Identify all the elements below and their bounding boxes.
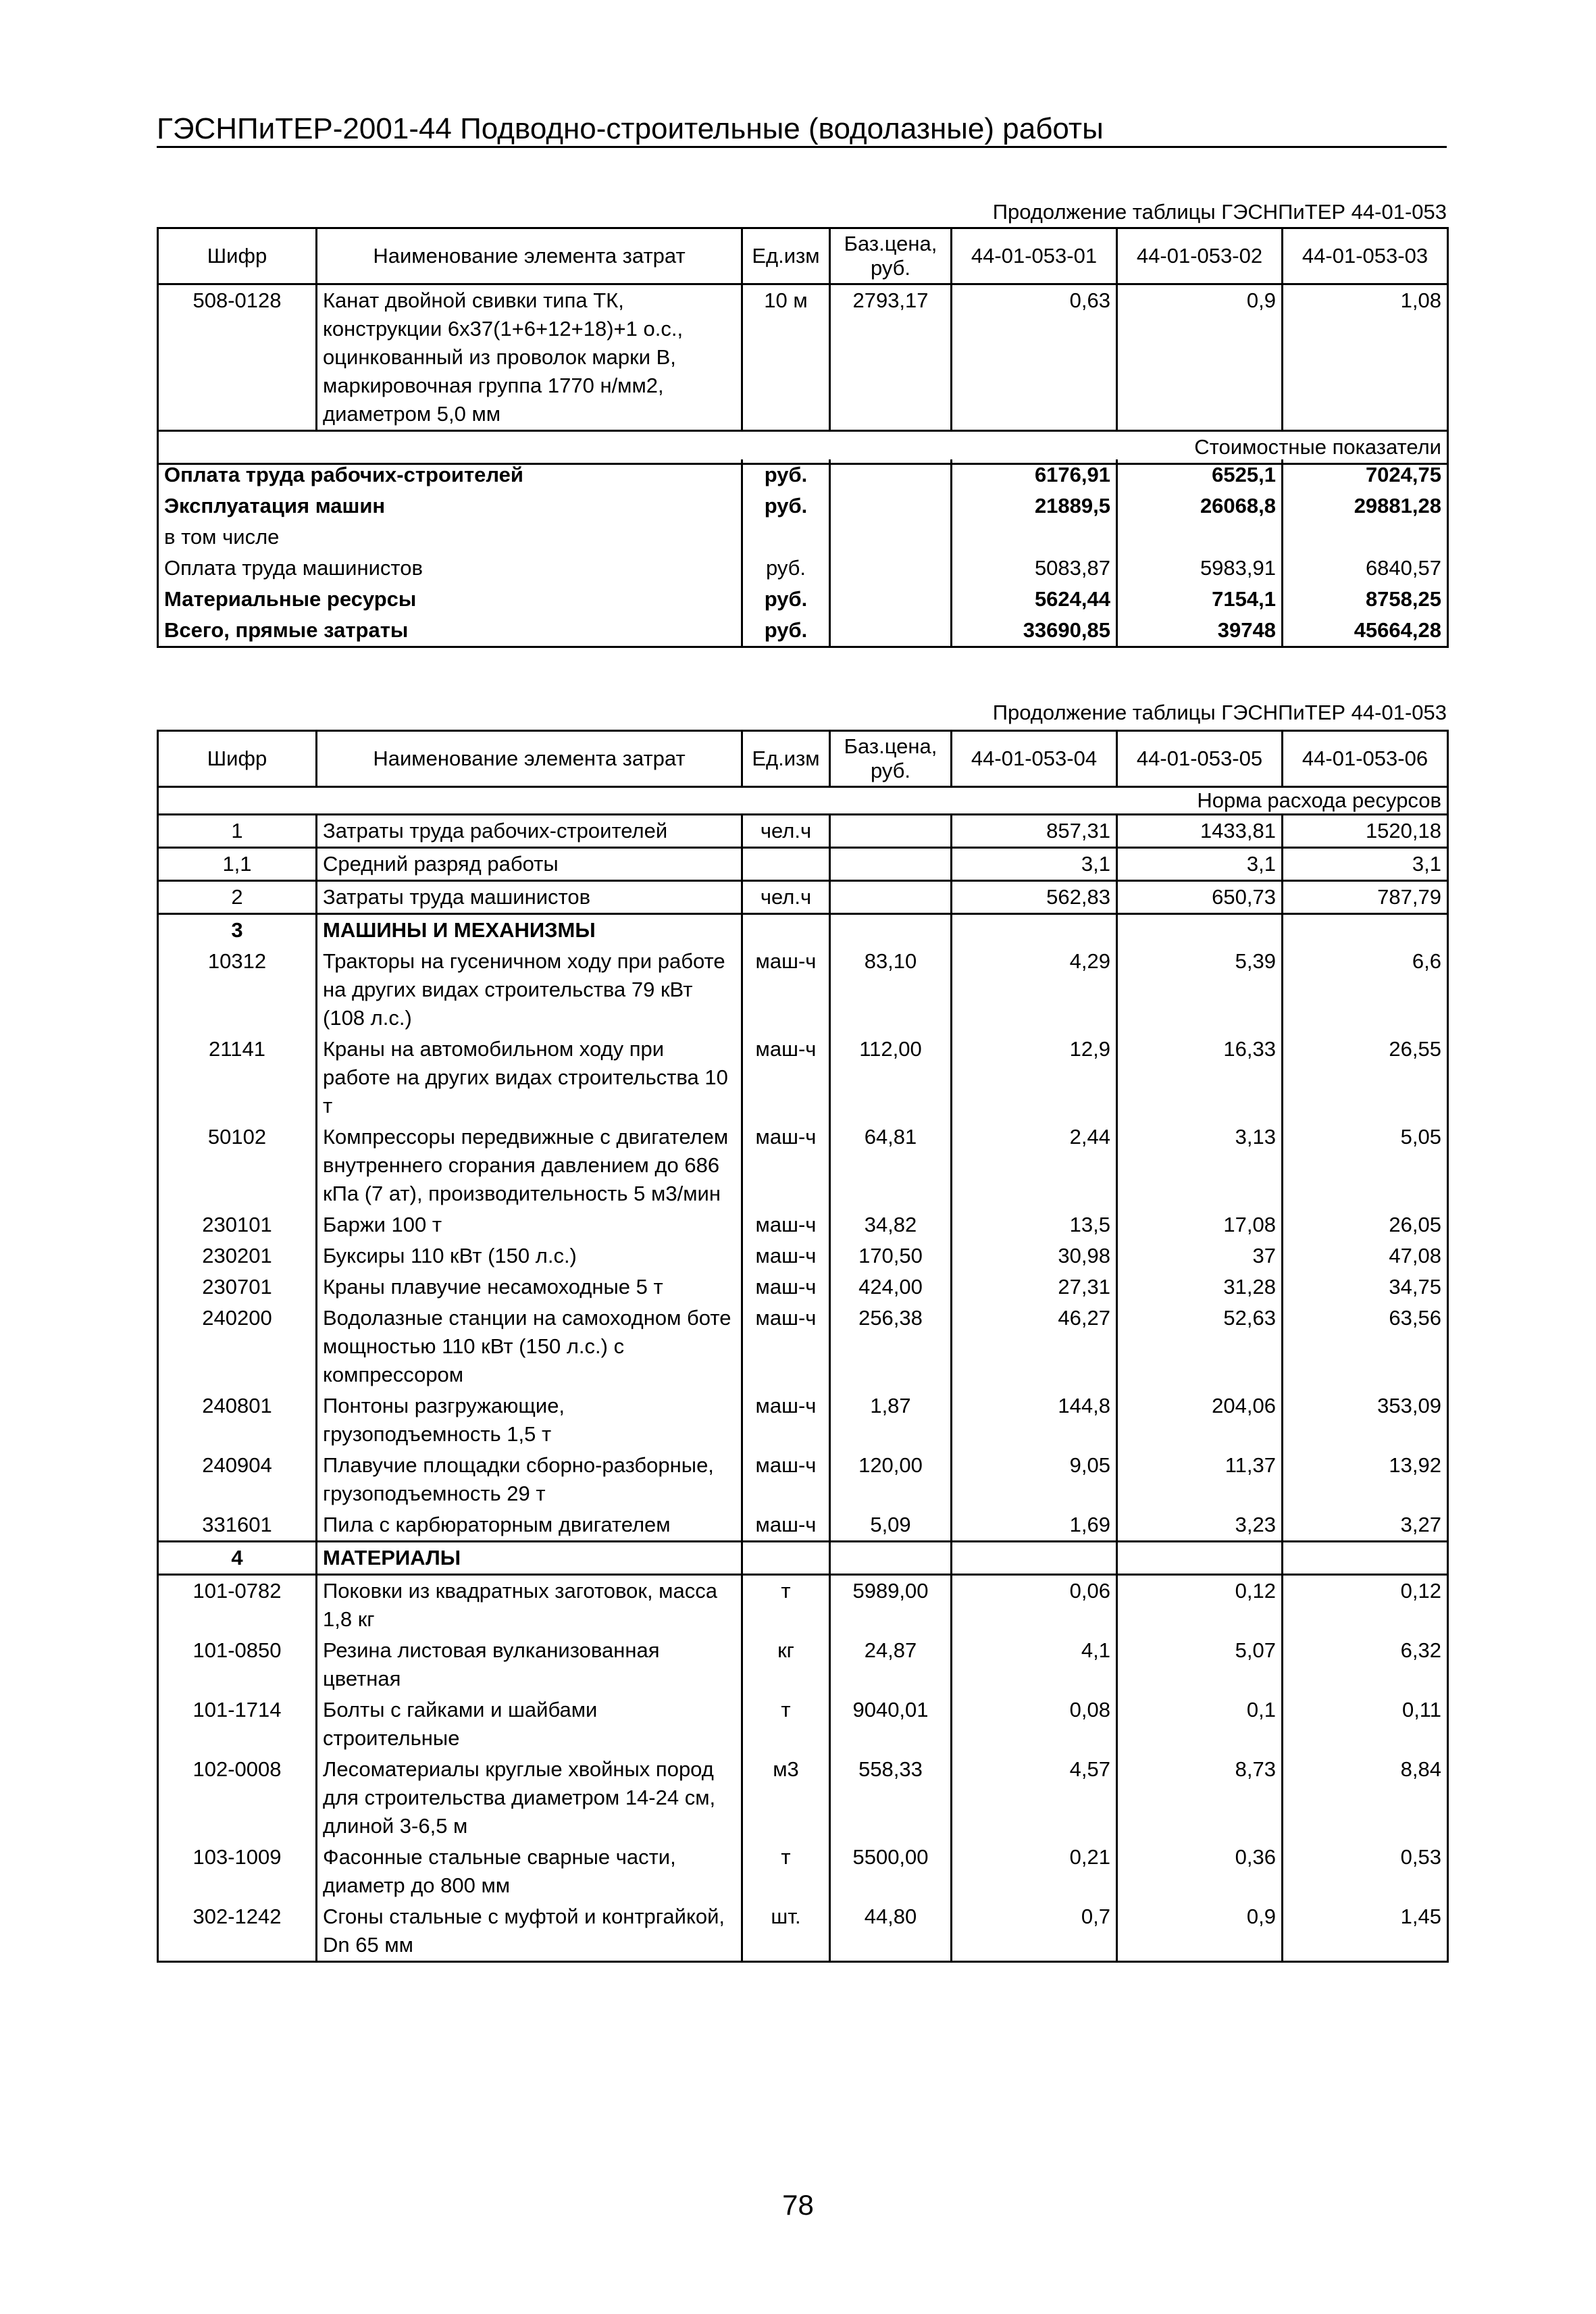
totals-row [158, 522, 1448, 553]
totals-row [158, 459, 1448, 491]
row-price: 5500,00 [830, 1842, 952, 1901]
col-header-code: Шифр [158, 228, 317, 284]
totals-row [158, 491, 1448, 522]
row-v1: 4,29 [952, 946, 1117, 1034]
row-unit: маш-ч [742, 1240, 830, 1272]
table1-continuation: Продолжение таблицы ГЭСНПиТЕР 44-01-053 [992, 200, 1447, 224]
totals-v1: 33690,85 [952, 615, 1117, 647]
row-v2: 37 [1117, 1240, 1283, 1272]
table-row [158, 914, 1448, 947]
totals-unit: руб. [742, 584, 830, 615]
row-name: Краны на автомобильном ходу при работе на других видах строительства 10 т [317, 1034, 742, 1122]
row-v1: 2,44 [952, 1122, 1117, 1209]
row-v2: 11,37 [1117, 1450, 1283, 1509]
row-code: 102-0008 [158, 1754, 317, 1842]
row-name: Средний разряд работы [317, 848, 742, 881]
row-code: 230101 [158, 1209, 317, 1240]
row-unit: маш-ч [742, 946, 830, 1034]
totals-price [830, 584, 952, 615]
row-v1: 30,98 [952, 1240, 1117, 1272]
col-header-unit: Ед.изм [742, 228, 830, 284]
totals-v3: 6840,57 [1283, 553, 1448, 584]
row-unit [742, 848, 830, 881]
row-v2: 8,73 [1117, 1754, 1283, 1842]
row-v3: 1,45 [1283, 1901, 1448, 1962]
row-code: 302-1242 [158, 1901, 317, 1962]
totals-v1 [952, 522, 1117, 553]
totals-label: в том числе [158, 522, 742, 553]
totals-v1: 6176,91 [952, 459, 1117, 491]
row-v3: 0,12 [1283, 1575, 1448, 1636]
row-v3: 26,55 [1283, 1034, 1448, 1122]
row-v1: 857,31 [952, 815, 1117, 848]
totals-label: Оплата труда машинистов [158, 553, 742, 584]
row-v3: 6,32 [1283, 1635, 1448, 1694]
row-code: 3 [158, 914, 317, 947]
row-unit: чел.ч [742, 815, 830, 848]
row-v3: 26,05 [1283, 1209, 1448, 1240]
table2-header-row [158, 731, 1448, 787]
totals-v2: 26068,8 [1117, 491, 1283, 522]
row-v1 [952, 914, 1117, 947]
row-v3: 13,92 [1283, 1450, 1448, 1509]
table-row [158, 284, 1448, 431]
row-code: 101-0782 [158, 1575, 317, 1636]
totals-label: Материальные ресурсы [158, 584, 742, 615]
table-row [158, 1754, 1448, 1842]
row-unit: т [742, 1575, 830, 1636]
row-v1: 0,63 [952, 284, 1117, 431]
row-name: МАТЕРИАЛЫ [317, 1542, 742, 1575]
row-code: 230201 [158, 1240, 317, 1272]
row-v2: 1433,81 [1117, 815, 1283, 848]
totals-unit: руб. [742, 553, 830, 584]
totals-v1: 5624,44 [952, 584, 1117, 615]
row-v2: 52,63 [1117, 1303, 1283, 1390]
row-unit: маш-ч [742, 1209, 830, 1240]
row-price: 558,33 [830, 1754, 952, 1842]
row-name: Затраты труда машинистов [317, 881, 742, 914]
row-v2: 0,36 [1117, 1842, 1283, 1901]
col-header-price: Баз.цена, руб. [830, 731, 952, 787]
row-price: 5989,00 [830, 1575, 952, 1636]
row-v1: 46,27 [952, 1303, 1117, 1390]
row-name: Буксиры 110 кВт (150 л.с.) [317, 1240, 742, 1272]
totals-v2: 7154,1 [1117, 584, 1283, 615]
row-code: 240801 [158, 1390, 317, 1450]
row-v2: 31,28 [1117, 1272, 1283, 1303]
table-row [158, 1272, 1448, 1303]
row-unit: маш-ч [742, 1390, 830, 1450]
col-header-price: Баз.цена, руб. [830, 228, 952, 284]
row-name: Пила с карбюраторным двигателем [317, 1509, 742, 1542]
row-v1: 0,7 [952, 1901, 1117, 1962]
row-v2: 0,1 [1117, 1694, 1283, 1754]
row-unit: т [742, 1694, 830, 1754]
row-code: 4 [158, 1542, 317, 1575]
row-code: 101-0850 [158, 1635, 317, 1694]
row-price: 5,09 [830, 1509, 952, 1542]
row-v3: 353,09 [1283, 1390, 1448, 1450]
totals-unit: руб. [742, 459, 830, 491]
col-header-v2: 44-01-053-05 [1117, 731, 1283, 787]
page-number: 78 [782, 2189, 814, 2221]
row-price: 256,38 [830, 1303, 952, 1390]
table-row [158, 1122, 1448, 1209]
row-price: 424,00 [830, 1272, 952, 1303]
row-price [830, 815, 952, 848]
totals-price [830, 522, 952, 553]
row-v1: 4,57 [952, 1754, 1117, 1842]
row-unit [742, 1542, 830, 1575]
table1-totals [157, 459, 1449, 648]
row-price: 112,00 [830, 1034, 952, 1122]
totals-label: Оплата труда рабочих-строителей [158, 459, 742, 491]
table-row [158, 1209, 1448, 1240]
table-row [158, 1390, 1448, 1450]
row-code: 2 [158, 881, 317, 914]
row-v2: 16,33 [1117, 1034, 1283, 1122]
row-v2 [1117, 914, 1283, 947]
row-name: Понтоны разгружающие, грузоподъемность 1,5 т [317, 1390, 742, 1450]
row-v3: 8,84 [1283, 1754, 1448, 1842]
totals-unit: руб. [742, 615, 830, 647]
row-v3 [1283, 914, 1448, 947]
row-v2: 0,9 [1117, 1901, 1283, 1962]
col-header-name: Наименование элемента затрат [317, 228, 742, 284]
col-header-v3: 44-01-053-03 [1283, 228, 1448, 284]
row-v2: 5,39 [1117, 946, 1283, 1034]
row-code: 50102 [158, 1122, 317, 1209]
row-price: 120,00 [830, 1450, 952, 1509]
table1 [157, 227, 1449, 465]
totals-unit: руб. [742, 491, 830, 522]
table-row [158, 1542, 1448, 1575]
row-name: Тракторы на гусеничном ходу при работе на других видах строительства 79 кВт (108 л.с.) [317, 946, 742, 1034]
row-v1: 9,05 [952, 1450, 1117, 1509]
row-v1: 3,1 [952, 848, 1117, 881]
row-v2: 204,06 [1117, 1390, 1283, 1450]
row-v1: 12,9 [952, 1034, 1117, 1122]
row-v3 [1283, 1542, 1448, 1575]
col-header-name: Наименование элемента затрат [317, 731, 742, 787]
totals-price [830, 553, 952, 584]
totals-v2 [1117, 522, 1283, 553]
row-v1: 0,21 [952, 1842, 1117, 1901]
totals-v3: 29881,28 [1283, 491, 1448, 522]
row-price: 2793,17 [830, 284, 952, 431]
section-row [158, 787, 1448, 815]
table-row [158, 1575, 1448, 1636]
totals-row [158, 553, 1448, 584]
col-header-code: Шифр [158, 731, 317, 787]
row-v1: 0,06 [952, 1575, 1117, 1636]
row-name: Баржи 100 т [317, 1209, 742, 1240]
table-row [158, 1635, 1448, 1694]
row-price [830, 881, 952, 914]
row-unit: чел.ч [742, 881, 830, 914]
row-v3: 47,08 [1283, 1240, 1448, 1272]
row-v1: 13,5 [952, 1209, 1117, 1240]
row-v3: 787,79 [1283, 881, 1448, 914]
totals-v2: 6525,1 [1117, 459, 1283, 491]
section-label: Норма расхода ресурсов [158, 787, 1448, 815]
row-v3: 1,08 [1283, 284, 1448, 431]
row-code: 103-1009 [158, 1842, 317, 1901]
table1-header-row [158, 228, 1448, 284]
row-unit: маш-ч [742, 1034, 830, 1122]
row-v2: 17,08 [1117, 1209, 1283, 1240]
table-row [158, 1303, 1448, 1390]
row-price: 9040,01 [830, 1694, 952, 1754]
totals-price [830, 459, 952, 491]
col-header-v3: 44-01-053-06 [1283, 731, 1448, 787]
row-v3: 3,1 [1283, 848, 1448, 881]
table-row [158, 1694, 1448, 1754]
row-name: Затраты труда рабочих-строителей [317, 815, 742, 848]
row-unit: маш-ч [742, 1509, 830, 1542]
table-row [158, 815, 1448, 848]
table-row [158, 1450, 1448, 1509]
row-unit: маш-ч [742, 1272, 830, 1303]
row-v2: 0,12 [1117, 1575, 1283, 1636]
row-name: Канат двойной свивки типа ТК, конструкции 6х37(1+6+12+18)+1 о.с., оцинкованный из проволок марки В, маркировочная группа 1770 н/мм2, диаметром 5,0 мм [317, 284, 742, 431]
row-name: Фасонные стальные сварные части, диаметр до 800 мм [317, 1842, 742, 1901]
row-code: 508-0128 [158, 284, 317, 431]
row-code: 1 [158, 815, 317, 848]
row-name: Болты с гайками и шайбами строительные [317, 1694, 742, 1754]
row-v2: 5,07 [1117, 1635, 1283, 1694]
row-price: 170,50 [830, 1240, 952, 1272]
row-v1: 27,31 [952, 1272, 1117, 1303]
row-price [830, 914, 952, 947]
table-row [158, 1509, 1448, 1542]
totals-unit [742, 522, 830, 553]
row-name: Сгоны стальные с муфтой и контргайкой, Dn 65 мм [317, 1901, 742, 1962]
totals-v2: 39748 [1117, 615, 1283, 647]
row-v2: 650,73 [1117, 881, 1283, 914]
row-unit: маш-ч [742, 1303, 830, 1390]
row-price: 44,80 [830, 1901, 952, 1962]
row-v3: 34,75 [1283, 1272, 1448, 1303]
table-row [158, 1240, 1448, 1272]
row-v2: 0,9 [1117, 284, 1283, 431]
row-v2 [1117, 1542, 1283, 1575]
row-v2: 3,1 [1117, 848, 1283, 881]
totals-row [158, 615, 1448, 647]
col-header-v1: 44-01-053-01 [952, 228, 1117, 284]
row-price: 1,87 [830, 1390, 952, 1450]
totals-v3: 45664,28 [1283, 615, 1448, 647]
table-row [158, 848, 1448, 881]
totals-v1: 5083,87 [952, 553, 1117, 584]
row-unit: шт. [742, 1901, 830, 1962]
row-name: Плавучие площадки сборно-разборные, грузоподъемность 29 т [317, 1450, 742, 1509]
table2 [157, 730, 1449, 1963]
table-row [158, 1034, 1448, 1122]
row-v3: 0,11 [1283, 1694, 1448, 1754]
row-code: 10312 [158, 946, 317, 1034]
row-name: Компрессоры передвижные с двигателем внутреннего сгорания давлением до 686 кПа (7 ат), производительность 5 м3/мин [317, 1122, 742, 1209]
row-name: Краны плавучие несамоходные 5 т [317, 1272, 742, 1303]
col-header-v2: 44-01-053-02 [1117, 228, 1283, 284]
totals-v3 [1283, 522, 1448, 553]
totals-label: Всего, прямые затраты [158, 615, 742, 647]
row-v2: 3,23 [1117, 1509, 1283, 1542]
table-row [158, 1901, 1448, 1962]
row-price: 64,81 [830, 1122, 952, 1209]
row-code: 240200 [158, 1303, 317, 1390]
totals-v3: 7024,75 [1283, 459, 1448, 491]
row-v3: 63,56 [1283, 1303, 1448, 1390]
row-v3: 3,27 [1283, 1509, 1448, 1542]
row-code: 21141 [158, 1034, 317, 1122]
totals-price [830, 615, 952, 647]
row-name: Резина листовая вулканизованная цветная [317, 1635, 742, 1694]
row-price: 24,87 [830, 1635, 952, 1694]
row-code: 230701 [158, 1272, 317, 1303]
row-code: 331601 [158, 1509, 317, 1542]
row-v3: 1520,18 [1283, 815, 1448, 848]
row-v1: 144,8 [952, 1390, 1117, 1450]
row-v3: 5,05 [1283, 1122, 1448, 1209]
totals-v2: 5983,91 [1117, 553, 1283, 584]
row-v1: 0,08 [952, 1694, 1117, 1754]
table2-continuation: Продолжение таблицы ГЭСНПиТЕР 44-01-053 [992, 701, 1447, 724]
row-code: 240904 [158, 1450, 317, 1509]
row-v3: 0,53 [1283, 1842, 1448, 1901]
row-price: 34,82 [830, 1209, 952, 1240]
row-v1 [952, 1542, 1117, 1575]
section-label: Стоимостные показатели [158, 431, 1448, 464]
row-unit [742, 914, 830, 947]
row-name: Водолазные станции на самоходном боте мощностью 110 кВт (150 л.с.) с компрессором [317, 1303, 742, 1390]
row-price: 83,10 [830, 946, 952, 1034]
row-unit: кг [742, 1635, 830, 1694]
row-name: Поковки из квадратных заготовок, масса 1,8 кг [317, 1575, 742, 1636]
totals-row [158, 584, 1448, 615]
row-v3: 6,6 [1283, 946, 1448, 1034]
row-price [830, 848, 952, 881]
row-unit: м3 [742, 1754, 830, 1842]
col-header-v1: 44-01-053-04 [952, 731, 1117, 787]
row-unit: маш-ч [742, 1122, 830, 1209]
row-code: 101-1714 [158, 1694, 317, 1754]
row-v1: 562,83 [952, 881, 1117, 914]
row-unit: 10 м [742, 284, 830, 431]
row-v1: 1,69 [952, 1509, 1117, 1542]
table-row [158, 1842, 1448, 1901]
row-v1: 4,1 [952, 1635, 1117, 1694]
totals-label: Эксплуатация машин [158, 491, 742, 522]
table-row [158, 881, 1448, 914]
totals-price [830, 491, 952, 522]
page-header: ГЭСНПиТЕР-2001-44 Подводно-строительные (водолазные) работы [157, 112, 1447, 148]
row-code: 1,1 [158, 848, 317, 881]
row-name: Лесоматериалы круглые хвойных пород для строительства диаметром 14-24 см, длиной 3-6,5 м [317, 1754, 742, 1842]
col-header-unit: Ед.изм [742, 731, 830, 787]
row-v2: 3,13 [1117, 1122, 1283, 1209]
row-name: МАШИНЫ И МЕХАНИЗМЫ [317, 914, 742, 947]
totals-v3: 8758,25 [1283, 584, 1448, 615]
totals-v1: 21889,5 [952, 491, 1117, 522]
table-row [158, 946, 1448, 1034]
row-unit: т [742, 1842, 830, 1901]
row-price [830, 1542, 952, 1575]
row-unit: маш-ч [742, 1450, 830, 1509]
